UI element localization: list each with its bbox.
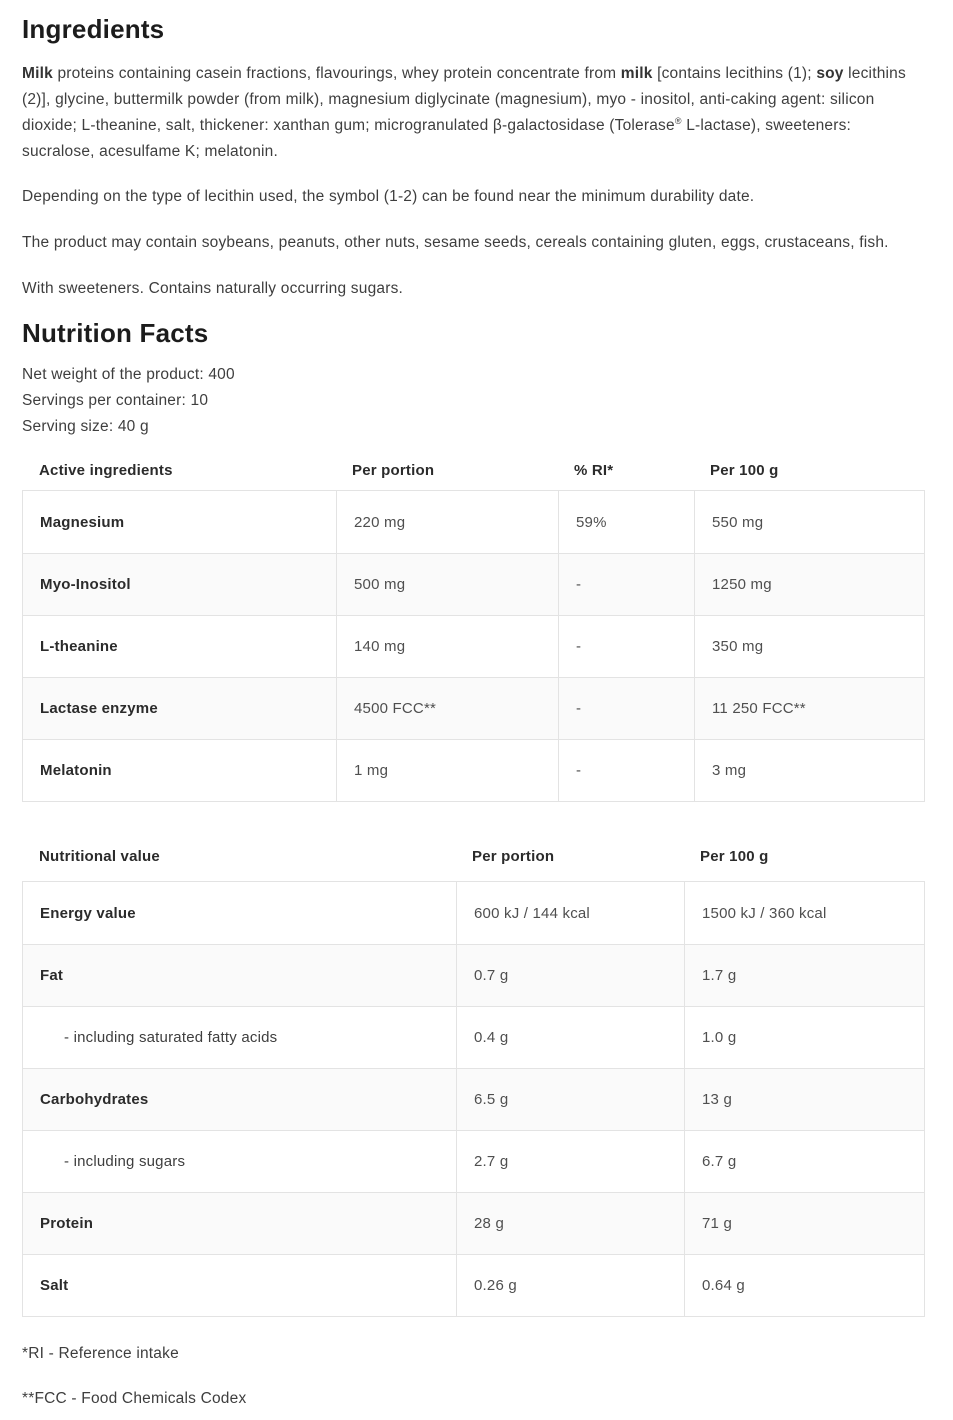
ingredient-name: Magnesium — [40, 513, 125, 531]
column-header-per-100g: Per 100 g — [700, 848, 769, 865]
ingredient-name: L-theanine — [40, 638, 118, 655]
active-ingredients-table — [22, 490, 925, 802]
per-100g-value: 71 g — [684, 1193, 924, 1254]
sweeteners-note: With sweeteners. Contains naturally occurring sugars. — [22, 280, 404, 297]
table-row-energy-value — [23, 882, 924, 944]
bold-soy-word: soy — [816, 65, 844, 82]
intro-text-segment: L-lactase), sweeteners: sucralose, acesulfame K; melatonin. — [22, 117, 852, 160]
per-100g-value: 1500 kJ / 360 kcal — [684, 882, 924, 944]
ingredient-name: Melatonin — [40, 762, 112, 779]
per-portion-value: 0.26 g — [456, 1255, 684, 1316]
per-100g-value: 3 mg — [694, 740, 924, 801]
per-100g-value: 11 250 FCC** — [694, 678, 924, 739]
nutrient-name: Energy value — [40, 904, 136, 922]
serving-size-line: Serving size: 40 g — [22, 418, 149, 435]
per-100g-value: 1250 mg — [694, 554, 924, 615]
per-100g-value: 350 mg — [694, 616, 924, 677]
column-header-nutritional-value: Nutritional value — [39, 848, 160, 865]
nutrition-facts-title: Nutrition Facts — [22, 318, 209, 348]
nutritional-value-table — [22, 881, 925, 1317]
bold-milk-word: Milk — [22, 65, 53, 82]
nutrient-name: Carbohydrates — [40, 1091, 149, 1108]
nutrient-name: Protein — [40, 1215, 94, 1232]
table-row-myo-inositol — [23, 553, 924, 615]
ri-value: - — [558, 616, 694, 677]
per-portion-value: 2.7 g — [456, 1131, 684, 1192]
ri-value: - — [558, 678, 694, 739]
allergen-note: The product may contain soybeans, peanuts, other nuts, sesame seeds, cereals containing gluten, eggs, crustaceans, fish. — [22, 234, 889, 251]
column-header-per-portion: Per portion — [352, 462, 435, 479]
lecithin-note: Depending on the type of lecithin used, the symbol (1-2) can be found near the minimum durability date. — [22, 188, 755, 205]
bold-milk-word-2: milk — [620, 65, 653, 82]
per-100g-value: 1.7 g — [684, 945, 924, 1006]
table-row-lactase-enzyme — [23, 677, 924, 739]
ri-value: 59% — [558, 491, 694, 553]
table-row-saturated-fatty-acids — [23, 1006, 924, 1068]
per-portion-value: 220 mg — [336, 491, 558, 553]
serving-meta-block — [22, 362, 925, 440]
nutrient-name: Salt — [40, 1277, 69, 1294]
per-portion-value: 500 mg — [336, 554, 558, 615]
intro-text-segment: proteins containing casein fractions, flavourings, whey protein concentrate from — [52, 65, 621, 82]
per-100g-value: 1.0 g — [684, 1007, 924, 1068]
per-100g-value: 6.7 g — [684, 1131, 924, 1192]
ingredient-name: Lactase enzyme — [40, 700, 158, 717]
per-100g-value: 13 g — [684, 1069, 924, 1130]
per-portion-value: 1 mg — [336, 740, 558, 801]
column-header-active-ingredients: Active ingredients — [39, 462, 173, 479]
nutrient-name: - including saturated fatty acids — [64, 1029, 278, 1046]
table-row-l-theanine — [23, 615, 924, 677]
column-header-ri: % RI* — [574, 462, 614, 479]
table-row-magnesium — [23, 491, 924, 553]
nutrient-name: Fat — [40, 967, 64, 984]
intro-text-segment: [contains lecithins (1); — [652, 65, 817, 82]
column-header-per-100g: Per 100 g — [710, 462, 779, 479]
per-portion-value: 0.4 g — [456, 1007, 684, 1068]
intro-text-segment: lecithins (2)], glycine, buttermilk powder (from milk), magnesium diglycinate (magnesium), myo - inositol, anti-caking agent: silicon dioxide; L-theanine, salt, thickener: xanthan gum; microgranulated β-galactosidase (Tolerase — [22, 65, 906, 134]
active-ingredients-table-header — [22, 462, 925, 479]
registered-trademark-symbol: ® — [674, 115, 682, 126]
per-portion-value: 0.7 g — [456, 945, 684, 1006]
per-portion-value: 28 g — [456, 1193, 684, 1254]
table-row-salt — [23, 1254, 924, 1316]
per-100g-value: 550 mg — [694, 491, 924, 553]
nutritional-value-table-header — [22, 848, 925, 865]
table-row-protein — [23, 1192, 924, 1254]
footnote-reference-intake: *RI - Reference intake — [22, 1345, 179, 1362]
ri-value: - — [558, 740, 694, 801]
table-row-fat — [23, 944, 924, 1006]
per-portion-value: 140 mg — [336, 616, 558, 677]
net-weight-line: Net weight of the product: 400 — [22, 366, 235, 383]
per-portion-value: 4500 FCC** — [336, 678, 558, 739]
ingredient-name: Myo-Inositol — [40, 576, 131, 593]
footnote-food-chemicals-codex: **FCC - Food Chemicals Codex — [22, 1390, 247, 1407]
per-100g-value: 0.64 g — [684, 1255, 924, 1316]
per-portion-value: 6.5 g — [456, 1069, 684, 1130]
nutrient-name: - including sugars — [64, 1153, 186, 1170]
per-portion-value: 600 kJ / 144 kcal — [456, 882, 684, 944]
table-row-sugars — [23, 1130, 924, 1192]
ri-value: - — [558, 554, 694, 615]
column-header-per-portion: Per portion — [472, 848, 555, 865]
table-row-melatonin — [23, 739, 924, 801]
table-row-carbohydrates — [23, 1068, 924, 1130]
ingredients-title: Ingredients — [22, 14, 165, 44]
servings-per-container-line: Servings per container: 10 — [22, 392, 209, 409]
ingredients-paragraph — [22, 61, 907, 165]
